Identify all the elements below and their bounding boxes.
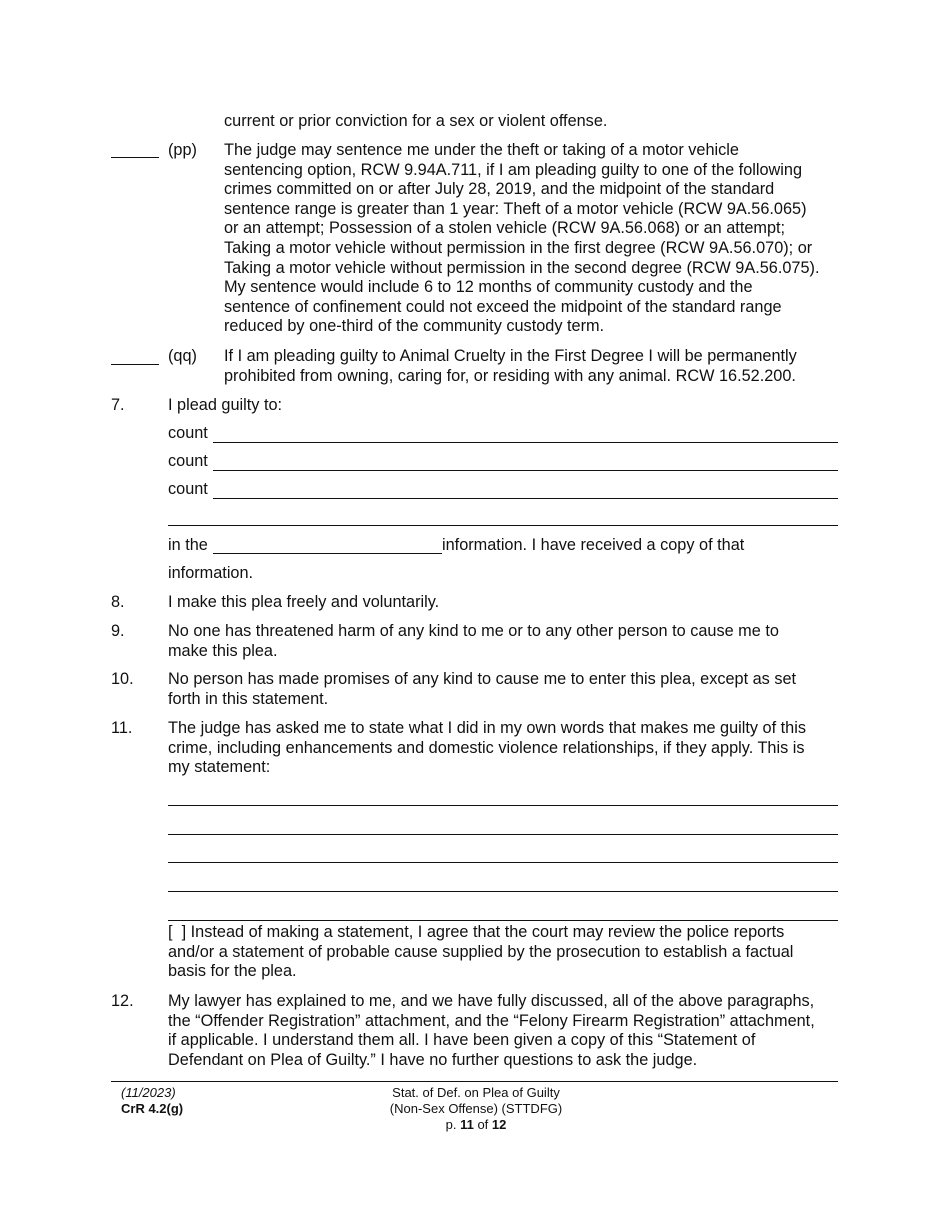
section-12-number: 12. (111, 992, 134, 1010)
pp-line: or an attempt; Possession of a stolen vehicle (RCW 9A.56.068) or an attempt; (224, 219, 786, 238)
pp-line: The judge may sentence me under the theft or taking of a motor vehicle (224, 141, 739, 159)
count-field-3[interactable] (213, 498, 838, 499)
page-prefix: p. (445, 1117, 457, 1132)
count-field-2[interactable] (213, 470, 838, 471)
qq-label: (qq) (168, 347, 197, 365)
qq-paragraph (224, 347, 840, 386)
statement-line-5[interactable] (168, 920, 838, 921)
qq-line: prohibited from owning, caring for, or residing with any animal. RCW 16.52.200. (224, 366, 796, 385)
footer-page (326, 1117, 626, 1133)
section-7-text: I plead guilty to: (168, 396, 283, 414)
qq-line: If I am pleading guilty to Animal Cruelty in the First Degree I will be permanently (224, 347, 797, 365)
section-12-line: Defendant on Plea of Guilty.” I have no further questions to ask the judge. (168, 1050, 698, 1069)
information-end: information. (168, 564, 254, 582)
footer-rule (111, 1081, 838, 1082)
pp-line: My sentence would include 6 to 12 months of community custody and the (224, 278, 753, 297)
section-11-text (168, 719, 840, 778)
information-text: information. I have received a copy of that (442, 536, 745, 554)
count-label: count (168, 452, 208, 470)
section-11-line: The judge has asked me to state what I did in my own words that makes me guilty of this (168, 719, 806, 737)
section-12-text (168, 992, 840, 1070)
count-label: count (168, 480, 208, 498)
section-12-line: My lawyer has explained to me, and we have fully discussed, all of the above paragraphs, (168, 992, 815, 1010)
alt-line: Instead of making a statement, I agree that the court may review the police reports (190, 923, 785, 941)
section-11-line: crime, including enhancements and domestic violence relationships, if they apply. This is (168, 738, 805, 757)
statement-line-1[interactable] (168, 805, 838, 806)
section-8-text: I make this plea freely and voluntarily. (168, 593, 440, 611)
pp-initial-blank[interactable] (111, 143, 159, 158)
section-10-text (168, 670, 840, 709)
footer-date: (11/2023) (121, 1085, 176, 1100)
qq-initial-blank[interactable] (111, 350, 159, 365)
information-type-field[interactable] (213, 553, 442, 554)
section-9-text (168, 622, 840, 661)
section-9-number: 9. (111, 622, 125, 640)
footer-rule-ref: CrR 4.2(g) (121, 1101, 184, 1116)
count-field-1[interactable] (213, 442, 838, 443)
section-12-line: the “Offender Registration” attachment, and the “Felony Firearm Registration” attachment, (168, 1011, 815, 1030)
in-the-label: in the (168, 536, 208, 554)
pp-line: sentence of confinement could not exceed the midpoint of the standard range (224, 297, 782, 316)
section-12-line: if applicable. I understand them all. I have been given a copy of this “Statement of (168, 1031, 756, 1050)
section-10-number: 10. (111, 670, 134, 688)
pp-line: crimes committed on or after July 28, 2019, and the midpoint of the standard (224, 180, 775, 199)
section-11-number: 11. (111, 719, 133, 737)
page-of: of (477, 1117, 489, 1132)
section-9-line: No one has threatened harm of any kind to me or to any other person to cause me to (168, 622, 779, 640)
alt-line: basis for the plea. (168, 962, 297, 981)
count-label: count (168, 424, 208, 442)
continuation-text: current or prior conviction for a sex or violent offense. (224, 112, 608, 130)
statement-line-3[interactable] (168, 862, 838, 863)
pp-line: Taking a motor vehicle without permission in the first degree (RCW 9A.56.070); or (224, 238, 813, 257)
alt-line: and/or a statement of probable cause supplied by the prosecution to establish a factual (168, 942, 794, 961)
footer-center (326, 1085, 626, 1133)
pp-paragraph (224, 141, 840, 337)
statement-checkbox[interactable]: [ ] (168, 923, 187, 941)
pp-line: Taking a motor vehicle without permission in the second degree (RCW 9A.56.075). (224, 258, 820, 277)
pp-line: sentencing option, RCW 9.94A.711, if I am pleading guilty to one of the following (224, 160, 803, 179)
page-total: 12 (491, 1117, 507, 1132)
pp-line: reduced by one-third of the community custody term. (224, 317, 605, 336)
statement-line-4[interactable] (168, 891, 838, 892)
statement-alternative (168, 923, 840, 982)
section-9-line: make this plea. (168, 641, 278, 660)
section-10-line: No person has made promises of any kind to cause me to enter this plea, except as set (168, 670, 797, 688)
section-10-line: forth in this statement. (168, 689, 329, 708)
pp-line: sentence range is greater than 1 year: Theft of a motor vehicle (RCW 9A.56.065) (224, 199, 807, 218)
extra-count-line[interactable] (168, 525, 838, 526)
section-8-number: 8. (111, 593, 125, 611)
section-11-line: my statement: (168, 758, 271, 777)
pp-label: (pp) (168, 141, 197, 159)
footer-title-1: Stat. of Def. on Plea of Guilty (392, 1085, 560, 1100)
footer-left (121, 1085, 183, 1117)
section-7-number: 7. (111, 396, 125, 414)
page-number: 11 (460, 1117, 474, 1132)
footer-title-2: (Non-Sex Offense) (STTDFG) (389, 1101, 563, 1116)
statement-line-2[interactable] (168, 834, 838, 835)
